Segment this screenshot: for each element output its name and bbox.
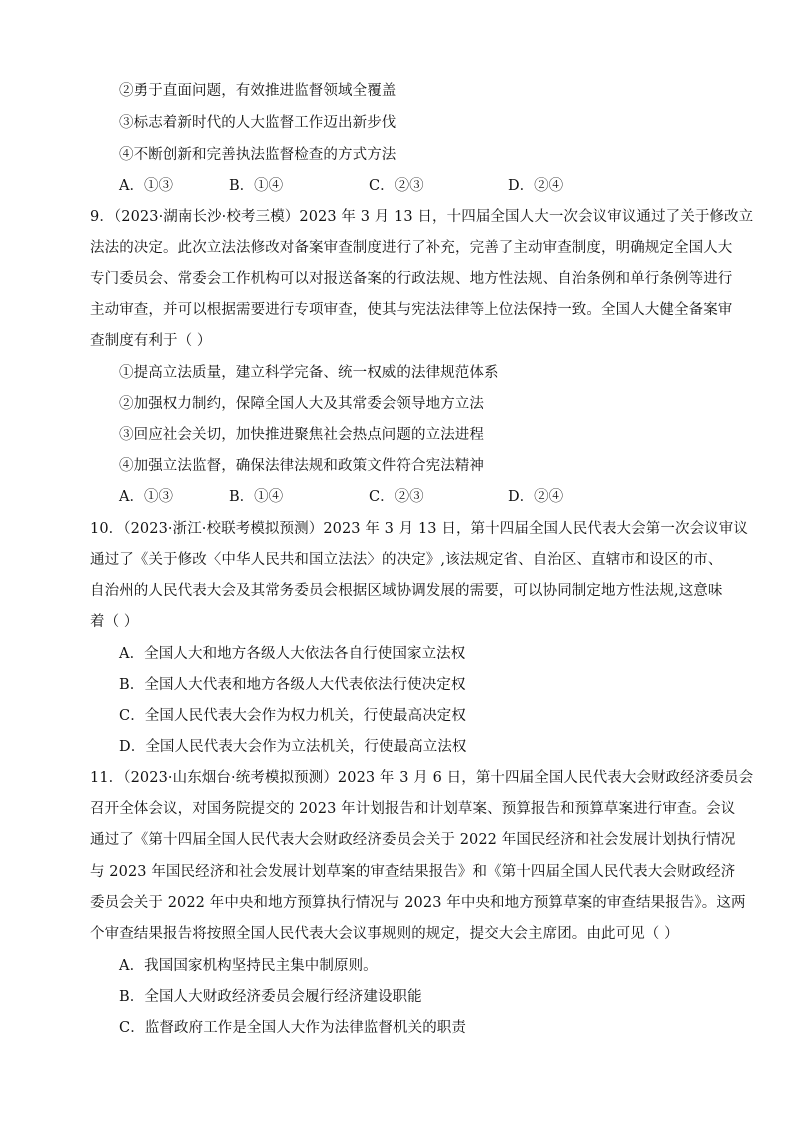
q9-stem-line: 主动审查，并可以根据需要进行专项审查，使其与宪法法律等上位法保持一致。全国人大健全备案审 [90, 302, 733, 318]
q11-stem-line: 11．（2023·山东烟台·统考模拟预测）2023 年 3 月 6 日，第十四届全国人民代表大会财政经济委员会 [90, 770, 754, 786]
q10-stem-line: 自治州的人民代表大会及其常务委员会根据区域协调发展的需要，可以协同制定地方性法规,这意味 [90, 583, 723, 599]
q8-option-b: B．①④ [229, 178, 284, 194]
q9-stem-line: 专门委员会、常委会工作机构可以对报送备案的行政法规、地方性法规、自治条例和单行条例等进行 [90, 271, 733, 287]
q9-option-c: C．②③ [369, 489, 424, 505]
q9-stem-line: 法法的决定。此次立法法修改对备案审查制度进行了补充，完善了主动审查制度，明确规定全国人大 [90, 240, 733, 256]
q10-option-d: D．全国人民代表大会作为立法机关，行使最高立法权 [119, 739, 467, 755]
q10-stem-line: 10．（2023·浙江·校联考模拟预测）2023 年 3 月 13 日，第十四届全国人民代表大会第一次会议审议 [90, 521, 748, 537]
q9-option-d: D．②④ [508, 489, 564, 505]
q8-option-a: A．①③ [119, 178, 173, 194]
q9-option-a: A．①③ [119, 489, 173, 505]
q9-statement-2: ②加强权力制约，保障全国人大及其常委会领导地方立法 [119, 396, 484, 412]
q8-option-d: D．②④ [508, 178, 564, 194]
q9-stem-line: 9．（2023·湖南长沙·校考三模）2023 年 3 月 13 日，十四届全国人大一次会议审议通过了关于修改立 [90, 209, 754, 225]
q11-option-c: C．监督政府工作是全国人大作为法律监督机关的职责 [119, 1020, 466, 1036]
q9-option-b: B．①④ [229, 489, 284, 505]
q8-statement-2: ②勇于直面问题，有效推进监督领域全覆盖 [119, 83, 397, 99]
q8-statement-4: ④不断创新和完善执法监督检查的方式方法 [119, 147, 397, 163]
q10-option-c: C．全国人民代表大会作为权力机关，行使最高决定权 [119, 708, 466, 724]
q10-option-a: A．全国人大和地方各级人大依法各自行使国家立法权 [119, 646, 466, 662]
q11-stem-line: 委员会关于 2022 年中央和地方预算执行情况与 2023 年中央和地方预算草案的审查结果报告》。这两 [90, 895, 746, 911]
q10-stem-line: 通过了《关于修改〈中华人民共和国立法法〉的决定》,该法规定省、自治区、直辖市和设区的市、 [90, 552, 723, 568]
q9-statement-4: ④加强立法监督，确保法律法规和政策文件符合宪法精神 [119, 458, 484, 474]
q8-statement-3: ③标志着新时代的人大监督工作迈出新步伐 [119, 115, 397, 131]
q10-option-b: B．全国人大代表和地方各级人大代表依法行使决定权 [119, 677, 466, 693]
q11-stem-line: 个审查结果报告将按照全国人民代表大会议事规则的规定，提交大会主席团。由此可见（ ） [90, 926, 679, 942]
q10-stem-line: 着（ ） [90, 614, 139, 630]
q11-stem-line: 召开全体会议，对国务院提交的 2023 年计划报告和计划草案、预算报告和预算草案进行审查。会议 [90, 801, 736, 817]
q8-option-c: C．②③ [369, 178, 424, 194]
q11-option-a: A．我国国家机构坚持民主集中制原则。 [119, 958, 378, 974]
q11-option-b: B．全国人大财政经济委员会履行经济建设职能 [119, 989, 422, 1005]
q9-statement-3: ③回应社会关切，加快推进聚焦社会热点问题的立法进程 [119, 427, 484, 443]
q11-stem-line: 与 2023 年国民经济和社会发展计划草案的审查结果报告》和《第十四届全国人民代表大会财政经济 [90, 864, 736, 880]
q9-stem-line: 查制度有利于（ ） [90, 333, 212, 349]
q11-stem-line: 通过了《第十四届全国人民代表大会财政经济委员会关于 2022 年国民经济和社会发展计划执行情况 [90, 832, 736, 848]
q9-statement-1: ①提高立法质量，建立科学完备、统一权威的法律规范体系 [119, 365, 499, 381]
